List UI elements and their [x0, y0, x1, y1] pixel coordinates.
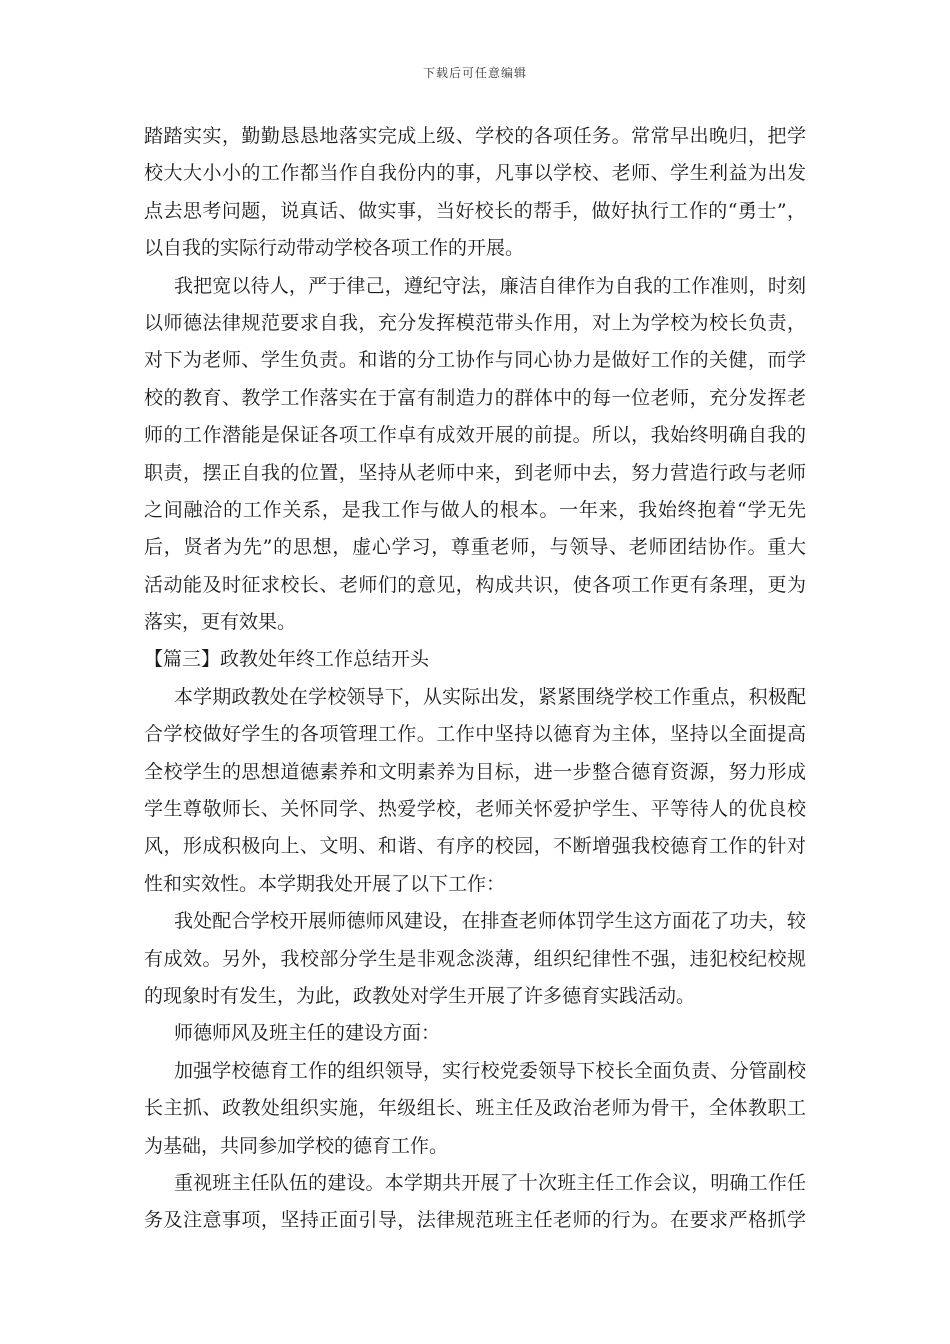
text-line: 【篇三】政教处年终工作总结开头 [144, 648, 430, 671]
document-body [144, 118, 806, 1240]
text-line: 后，贤者为先”的思想，虚心学习，尊重老师，与领导、老师团结协作。重大 [144, 536, 806, 559]
text-line: 师德师风及班主任的建设方面： [174, 1022, 441, 1045]
text-line: 之间融洽的工作关系，是我工作与做人的根本。一年来，我始终抱着“学无先 [144, 498, 806, 521]
text-line: 性和实效性。本学期我处开展了以下工作： [144, 872, 506, 895]
text-line: 对下为老师、学生负责。和谐的分工协作与同心协力是做好工作的关健，而学 [144, 349, 806, 372]
text-line: 加强学校德育工作的组织领导，实行校党委领导下校长全面负责、分管副校 [174, 1059, 806, 1082]
text-line: 长主抓、政教处组织实施，年级组长、班主任及政治老师为骨干，全体教职工 [144, 1097, 806, 1120]
text-line: 校大大小小的工作都当作自我份内的事，凡事以学校、老师、学生利益为出发 [144, 162, 806, 185]
text-line: 落实，更有效果。 [144, 611, 297, 634]
text-line: 点去思考问题，说真话、做实事，当好校长的帮手，做好执行工作的“勇士”， [144, 199, 806, 222]
text-line: 的现象时有发生，为此，政教处对学生开展了许多德育实践活动。 [144, 984, 696, 1007]
page-header: 下载后可任意编辑 [422, 66, 527, 80]
text-line: 我处配合学校开展师德师风建设，在排查老师体罚学生这方面花了功夫，较 [174, 910, 806, 933]
text-line: 本学期政教处在学校领导下，从实际出发，紧紧围绕学校工作重点，积极配 [174, 685, 806, 708]
text-line: 职责，摆正自我的位置，坚持从老师中来，到老师中去，努力营造行政与老师 [144, 461, 806, 484]
text-line: 以师德法律规范要求自我，充分发挥模范带头作用，对上为学校为校长负责， [144, 311, 806, 334]
text-line: 为基础，共同参加学校的德育工作。 [144, 1134, 449, 1157]
text-line: 务及注意事项，坚持正面引导，法律规范班主任老师的行为。在要求严格抓学 [144, 1209, 806, 1232]
text-line: 有成效。另外，我校部分学生是非观念淡薄，组织纪律性不强，违犯校纪校规 [144, 947, 806, 970]
text-line: 活动能及时征求校长、老师们的意见，构成共识，使各项工作更有条理，更为 [144, 573, 806, 596]
text-line: 合学校做好学生的各项管理工作。工作中坚持以德育为主体，坚持以全面提高 [144, 723, 806, 746]
text-line: 踏踏实实，勤勤恳恳地落实完成上级、学校的各项任务。常常早出晚归，把学 [144, 125, 806, 147]
text-line: 重视班主任队伍的建设。本学期共开展了十次班主任工作会议，明确工作任 [174, 1171, 806, 1194]
text-line: 师的工作潜能是保证各项工作卓有成效开展的前提。所以，我始终明确自我的 [144, 424, 806, 447]
text-line: 全校学生的思想道德素养和文明素养为目标，进一步整合德育资源，努力形成 [144, 760, 806, 783]
text-line: 校的教育、教学工作落实在于富有制造力的群体中的每一位老师，充分发挥老 [144, 386, 806, 409]
text-line: 以自我的实际行动带动学校各项工作的开展。 [144, 237, 525, 260]
text-line: 风，形成积极向上、文明、和谐、有序的校园，不断增强我校德育工作的针对 [144, 835, 806, 858]
text-line: 学生尊敬师长、关怀同学、热爱学校，老师关怀爱护学生、平等待人的优良校 [144, 798, 806, 821]
text-line: 我把宽以待人，严于律己，遵纪守法，廉洁自律作为自我的工作准则，时刻 [174, 274, 806, 297]
